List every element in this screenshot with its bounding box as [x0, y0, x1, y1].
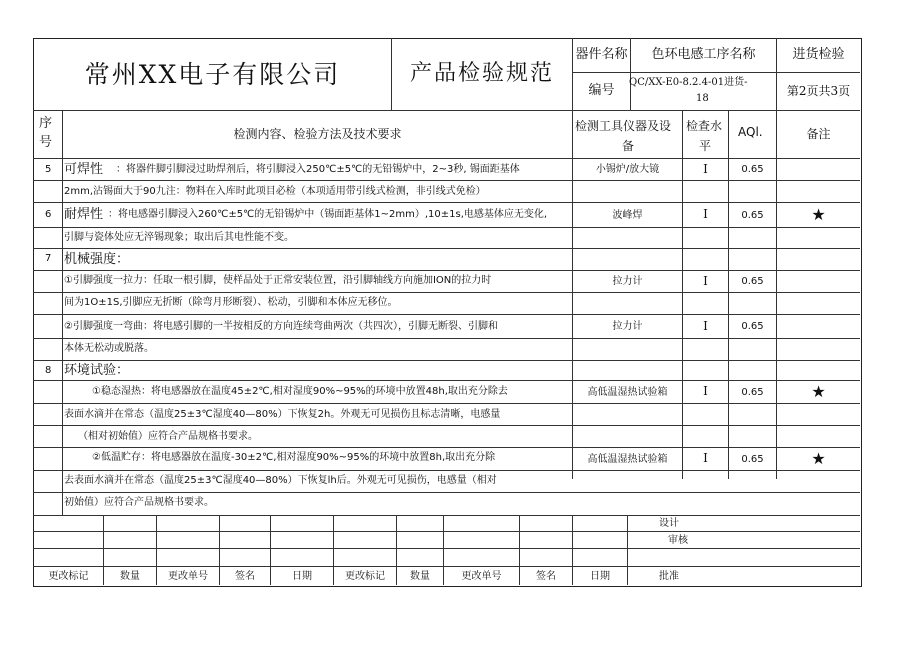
design-label: 设计 — [659, 518, 679, 529]
row-tool: 小锡炉/放大镜 — [595, 164, 660, 175]
grid-line — [33, 180, 860, 181]
date-label: 日期 — [292, 570, 312, 582]
row-text: ①引脚强度一拉力：任取一根引脚，使样品处于正常安装位置，沿引脚轴线方向施加ION的拉力时 — [64, 275, 492, 286]
grid-line — [33, 492, 860, 493]
grid-line — [33, 403, 860, 404]
grid-line — [33, 425, 860, 426]
seq-header: 序 — [39, 116, 53, 131]
row-text: 表面水滴并在常态（温度25±3℃湿度40—80%）下恢复2h。外观无可见损伤且标志清晰，电感量 — [64, 409, 501, 420]
grid-line — [33, 531, 860, 532]
level-header: 检查水 — [686, 119, 723, 133]
row-heading: 耐焊性 — [64, 207, 104, 222]
number-label: 编号 — [588, 83, 615, 99]
row-heading: 环境试验： — [64, 363, 130, 378]
grid-line — [33, 227, 860, 228]
important-star-icon: ★ — [811, 382, 826, 402]
aql-header: AQl. — [738, 125, 763, 139]
important-star-icon: ★ — [811, 449, 826, 469]
row-aql: 0.65 — [741, 386, 764, 398]
row-aql: 0.65 — [741, 276, 764, 287]
review-label: 审核 — [668, 534, 688, 546]
row-text: ②低温贮存：将电感器放在温度-30±2℃,相对湿度90%~95%的环境中放置8h,取出充分除 — [92, 452, 496, 463]
remarks-header: 备注 — [806, 126, 831, 141]
row-text: ：将器件脚引脚浸过助焊剂后，将引脚浸入250℃±5℃的无铅锡炉中，2~3秒, 锡面距基体 — [116, 164, 520, 175]
page-info: 第2页共3页 — [786, 83, 851, 98]
spec-title: 产品检验规范 — [409, 61, 554, 87]
level-header: 平 — [699, 139, 712, 153]
grid-line — [33, 292, 860, 293]
row-text: ：将电感器引脚浸入260℃±5℃的无铅锡炉中（锡面距基体1~2mm）,10±1s,电感基体应无变化, — [108, 209, 548, 220]
company-name: 常州XX电子有限公司 — [84, 59, 341, 89]
process-value: 进货检验 — [792, 47, 845, 63]
row-text: 引脚与瓷体处应无淬锡现象；取出后其电性能不变。 — [64, 232, 294, 243]
row-text: 初始值）应符合产品规格书要求。 — [64, 497, 214, 508]
row-text: 本体无松动或脱落。 — [64, 343, 154, 354]
tools-header: 备 — [622, 139, 635, 153]
row-level: I — [703, 318, 708, 333]
row-text: 间为1O±1S,引脚应无折断（除弯月形断裂）、松动，引脚和本体应无移位。 — [64, 297, 398, 308]
row-seq: 8 — [45, 365, 52, 376]
row-level: I — [703, 161, 708, 176]
grid-line — [33, 360, 860, 361]
row-tool: 高低温湿热试验箱 — [587, 453, 668, 465]
row-text: ①稳态湿热：将电感器放在温度45±2℃,相对湿度90%~95%的环境中放置48h,取出充分除去 — [92, 386, 508, 397]
row-text: （相对初始值）应符合产品规格书要求。 — [78, 431, 258, 442]
number-value: 18 — [696, 93, 709, 104]
signature-label: 签名 — [235, 570, 255, 582]
row-aql: 0.65 — [741, 321, 764, 332]
grid-line — [33, 515, 860, 516]
row-heading: 机械强度： — [64, 252, 130, 267]
important-star-icon: ★ — [811, 205, 826, 225]
row-text: 2mm,沾锡面大于90九注：物料在入库时此项目必检（本项适用带引线式检测，非引线式免检） — [64, 186, 486, 197]
grid-line — [33, 248, 860, 249]
row-text: ②引脚强度一弯曲：将电感引脚的一半按相反的方向连续弯曲两次（共四次），引脚无断裂、引脚和 — [64, 321, 498, 332]
row-seq: 6 — [45, 209, 52, 220]
grid-line — [33, 338, 860, 339]
grid-line — [62, 110, 63, 515]
approve-label: 批准 — [659, 570, 679, 582]
change-mark-label: 更改标记 — [345, 570, 385, 582]
row-level: I — [703, 384, 708, 399]
change-number-label: 更改单号 — [168, 570, 208, 582]
seq-header: 号 — [39, 135, 53, 150]
row-tool: 波峰焊 — [612, 209, 643, 221]
row-heading: 可焊性 — [64, 162, 104, 177]
row-aql: 0.65 — [741, 453, 764, 465]
part-name-value: 色环电感工序名称 — [651, 47, 756, 63]
tools-header: 检测工具仪器及设 — [575, 119, 672, 133]
number-value: QC/XX-E0-8.2.4-01进货- — [629, 77, 748, 88]
row-seq: 5 — [45, 164, 52, 175]
row-tool: 拉力计 — [612, 276, 643, 287]
row-text: 去表面水滴并在常态（温度25±3℃湿度40—80%）下恢复lh后。外观无可见损伤，电感量（相对 — [64, 475, 497, 486]
quantity-label: 数量 — [120, 570, 140, 582]
date-label: 日期 — [590, 570, 610, 582]
part-name-label: 器件名称 — [575, 47, 628, 63]
row-tool: 拉力计 — [612, 321, 643, 332]
change-number-label: 更改单号 — [461, 570, 502, 582]
content-header: 检测内容、检验方法及技术要求 — [233, 126, 402, 141]
row-seq: 7 — [45, 253, 52, 264]
row-aql: 0.65 — [741, 164, 764, 175]
row-tool: 高低温湿热试验箱 — [587, 386, 668, 398]
row-aql: 0.65 — [741, 209, 764, 221]
signature-label: 签名 — [536, 570, 556, 582]
grid-line — [33, 548, 860, 549]
quantity-label: 数量 — [410, 570, 430, 582]
grid-line — [33, 470, 860, 471]
row-level: I — [703, 451, 708, 466]
change-mark-label: 更改标记 — [48, 570, 89, 582]
row-level: I — [703, 273, 708, 288]
row-level: I — [703, 207, 708, 222]
